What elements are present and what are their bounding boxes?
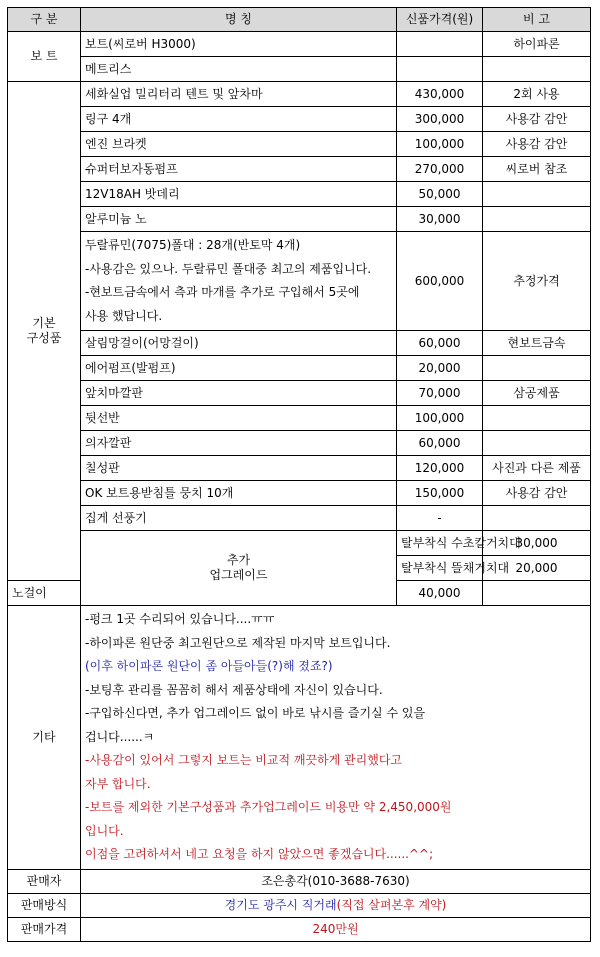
item-note (483, 57, 591, 82)
multi-line: -사용감은 있으나. 두랄류민 폴대중 최고의 제품입니다. (85, 261, 372, 276)
item-price: 600,000 (397, 232, 483, 331)
category-boat: 보 트 (8, 32, 81, 82)
item-price: 120,000 (397, 456, 483, 481)
item-name: 앞치마깔판 (81, 381, 397, 406)
item-name: 탈부착식 뜰채거치대 (397, 556, 483, 581)
item-note: 사진과 다른 제품 (483, 456, 591, 481)
item-note: 2회 사용 (483, 82, 591, 107)
seller-label: 판매자 (8, 869, 81, 893)
item-name-multiline (81, 232, 397, 331)
item-name: 슈퍼터보자동펌프 (81, 157, 397, 182)
item-name: 탈부착식 수초칼거치대 (397, 531, 483, 556)
item-price: 30,000 (397, 207, 483, 232)
item-price: 40,000 (397, 581, 483, 606)
category-upgrade-line2: 업그레이드 (209, 568, 268, 582)
item-note (483, 406, 591, 431)
method-label: 판매방식 (8, 893, 81, 917)
item-price: 60,000 (397, 331, 483, 356)
item-name: 세화실업 밀리터리 텐트 및 앞차마 (81, 82, 397, 107)
item-name: 집게 선풍기 (81, 506, 397, 531)
header-price: 신품가격(원) (397, 8, 483, 32)
item-price: 50,000 (397, 182, 483, 207)
multi-line: -현보트금속에서 측과 마개를 추가로 구입해서 5곳에 (85, 285, 360, 299)
sale-table (7, 7, 591, 942)
item-price (397, 32, 483, 57)
item-price: 30,000 (483, 531, 591, 556)
seller-value: 조은총각(010-3688-7630) (81, 869, 591, 893)
item-name: 의자깔판 (81, 431, 397, 456)
item-name: 노걸이 (8, 581, 81, 606)
item-price: 430,000 (397, 82, 483, 107)
item-name: 알루미늄 노 (81, 207, 397, 232)
category-basic-line1: 기본 (32, 316, 56, 330)
etc-line: 자부 합니다. (85, 776, 151, 791)
category-basic (8, 82, 81, 581)
item-name: 에어펌프(발펌프) (81, 356, 397, 381)
header-name: 명 칭 (81, 8, 397, 32)
header-category: 구 분 (8, 8, 81, 32)
etc-line: -펑크 1곳 수리되어 있습니다....ㅠㅠ (85, 612, 275, 626)
category-etc: 기타 (8, 606, 81, 870)
item-note: 사용감 감안 (483, 132, 591, 157)
item-price: 20,000 (483, 556, 591, 581)
item-name: 링구 4개 (81, 107, 397, 132)
item-note: 추정가격 (483, 232, 591, 331)
etc-notes (81, 606, 591, 870)
item-name: OK 보트용받침틀 뭉치 10개 (81, 481, 397, 506)
item-price: 60,000 (397, 431, 483, 456)
item-name: 메트리스 (81, 57, 397, 82)
item-price (397, 57, 483, 82)
etc-line: 입니다. (85, 823, 124, 838)
etc-line: -구입하신다면, 추가 업그레이드 없이 바로 낚시를 즐기실 수 있을 (85, 706, 426, 720)
multi-line: 두랄류민(7075)폴대 : 28개(반토막 4개) (85, 238, 301, 252)
item-note: 하이파론 (483, 32, 591, 57)
item-note: 씨로버 참조 (483, 157, 591, 182)
etc-line: -사용감이 있어서 그렇지 보트는 비교적 깨끗하게 관리했다고 (85, 753, 403, 767)
sale-price-label: 판매가격 (8, 917, 81, 941)
item-note: 사용감 감안 (483, 481, 591, 506)
item-price: - (397, 506, 483, 531)
item-name: 엔진 브라켓 (81, 132, 397, 157)
item-price: 150,000 (397, 481, 483, 506)
item-price: 100,000 (397, 406, 483, 431)
item-price: 270,000 (397, 157, 483, 182)
item-name: 살림망걸이(어망걸이) (81, 331, 397, 356)
item-price: 300,000 (397, 107, 483, 132)
etc-line: -보트를 제외한 기본구성품과 추가업그레이드 비용만 약 2,450,000원 (85, 800, 452, 814)
method-value (81, 893, 591, 917)
item-price: 100,000 (397, 132, 483, 157)
etc-line: (이후 하이파론 원단이 좀 아들아들(?)해 졌죠?) (85, 659, 333, 673)
etc-line: -하이파론 원단중 최고원단으로 제작된 마지막 보트입니다. (85, 635, 391, 650)
item-note: 삼공제품 (483, 381, 591, 406)
item-name: 칠성판 (81, 456, 397, 481)
category-basic-line2: 구성품 (26, 331, 62, 345)
item-note (483, 356, 591, 381)
etc-line: 겁니다......ㅋ (85, 729, 155, 744)
multi-line: 사용 했답니다. (85, 308, 163, 323)
etc-line: 이점을 고려하셔서 네고 요청을 하지 않았으면 좋겠습니다......^^; (85, 847, 434, 861)
item-note (483, 207, 591, 232)
method-location: 경기도 광주시 직거래 (224, 897, 337, 912)
item-note: 사용감 감안 (483, 107, 591, 132)
item-note: 현보트금속 (483, 331, 591, 356)
item-name: 12V18AH 밧데리 (81, 182, 397, 207)
method-condition: (직접 살펴본후 계약) (336, 897, 447, 912)
item-name: 뒷선반 (81, 406, 397, 431)
item-name: 보트(씨로버 H3000) (81, 32, 397, 57)
item-note (483, 506, 591, 531)
header-note: 비 고 (483, 8, 591, 32)
item-price: 20,000 (397, 356, 483, 381)
category-upgrade-line1: 추가 (226, 553, 251, 567)
etc-line: -보팅후 관리를 꼼꼼히 해서 제품상태에 자신이 있습니다. (85, 682, 383, 697)
item-price: 70,000 (397, 381, 483, 406)
category-upgrade (81, 531, 397, 606)
item-note (483, 431, 591, 456)
sale-price-value: 240만원 (81, 917, 591, 941)
item-note (483, 182, 591, 207)
